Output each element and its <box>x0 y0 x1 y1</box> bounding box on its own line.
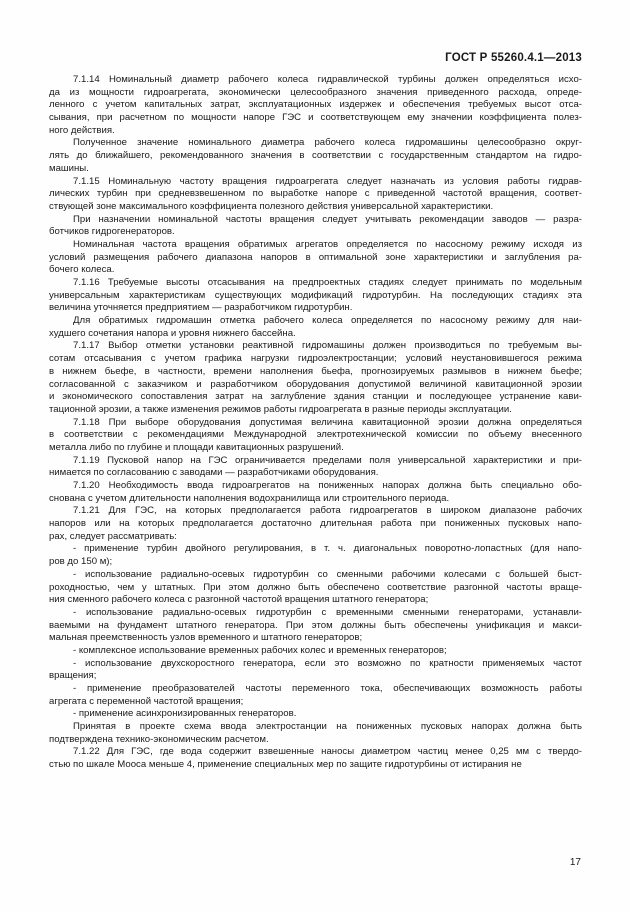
paragraph-line: 7.1.22 Для ГЭС, где вода содержит взвешенные наносы диаметром частиц менее 0,25 мм с твердо- <box>73 746 582 758</box>
paragraph-line: 7.1.17 Выбор отметки установки реактивной гидромашины должен производиться по требуемым вы- <box>73 340 582 352</box>
paragraph-line: машины. <box>49 162 89 174</box>
paragraph-line: ваемыми на фундамент штатного генератора. При этом должны быть обеспечены унификация и макси- <box>49 619 582 631</box>
paragraph <box>49 239 582 277</box>
paragraph <box>49 74 582 137</box>
paragraph <box>49 176 582 214</box>
paragraph <box>49 607 582 645</box>
paragraph-line: - применение асинхронизированных генераторов. <box>73 708 297 720</box>
paragraph-line: рах, следует рассматривать: <box>49 530 177 542</box>
paragraph-line: в соответствии с рекомендациями Международной электротехнической комиссии по объему внесенного <box>49 429 582 441</box>
paragraph <box>49 137 582 175</box>
paragraph <box>49 455 582 480</box>
paragraph-line: да из мощности гидроагрегата, экономически целесообразного значения приведенного расхода, опреде- <box>49 86 582 98</box>
paragraph-line: 7.1.16 Требуемые высоты отсасывания на предпроектных стадиях следует принимать по модельным <box>73 277 582 288</box>
paragraph-line: универсальным характеристикам существующих модификаций гидротурбин. На последующих стадиях эта <box>49 289 582 301</box>
paragraph <box>49 543 582 568</box>
paragraph <box>49 645 582 658</box>
paragraph-line: лических турбин при средневзвешенном по выработке напоре с приведенной частотой вращения, соответ- <box>49 188 582 200</box>
paragraph-line: нимается по согласованию с заводами — разработчиками оборудования. <box>49 467 379 479</box>
paragraph-line: 7.1.15 Номинальную частоту вращения гидроагрегата следует назначать из условия работы гидрав- <box>73 175 582 187</box>
document-body <box>49 74 582 772</box>
paragraph <box>49 417 582 455</box>
paragraph-line: 7.1.14 Номинальный диаметр рабочего колеса гидравлической турбины должен определяться исхо- <box>73 74 582 85</box>
paragraph-line: величина уточняется предприятием — разработчиком гидротурбин. <box>49 302 353 314</box>
paragraph-line: ров до 150 м); <box>49 556 113 568</box>
paragraph-line: ного действия. <box>49 124 115 136</box>
paragraph-line: тационной эрозии, а также изменения режимов работы гидроагрегата в разные периоды эксплуатации. <box>49 403 512 415</box>
paragraph-line: При назначении номинальной частоты вращения следует учитывать рекомендации заводов — разра- <box>73 213 582 225</box>
paragraph <box>49 277 582 315</box>
paragraph-line: подтверждена технико-экономическим расчетом. <box>49 733 269 745</box>
paragraph <box>49 708 582 721</box>
paragraph-line: 7.1.18 При выборе оборудования допустимая величина кавитационной эрозии должна определяться <box>73 416 582 428</box>
paragraph-line: - применение турбин двойного регулирования, в т. ч. диагональных поворотно-лопастных (для напо- <box>73 543 582 555</box>
document-header: ГОСТ Р 55260.4.1—2013 <box>445 52 582 64</box>
paragraph-line: худшего сочетания напора и уровня нижнего бассейна. <box>49 327 296 339</box>
paragraph <box>49 505 582 543</box>
paragraph-line: снована с учетом длительности наполнения водохранилища или строительного периода. <box>49 492 450 504</box>
paragraph <box>49 340 582 416</box>
paragraph-line: ствующей зоне максимального коэффициента полезного действия универсальной характеристики. <box>49 200 494 212</box>
paragraph-line: сывания, при расчетном по мощности напоре ГЭС и соответствующем ему значении коэффициента полез- <box>49 112 582 124</box>
paragraph <box>49 569 582 607</box>
paragraph-line: Номинальная частота вращения обратимых агрегатов определяется по насосному режиму исходя из <box>73 238 582 250</box>
paragraph-line: мальная преемственность узлов временного и штатного генераторов; <box>49 632 363 644</box>
paragraph-line: ботчиков гидрогенераторов. <box>49 226 175 238</box>
paragraph-line: ния сменного рабочего колеса с разгонной частотой вращения штатного генератора; <box>49 594 429 606</box>
paragraph <box>49 746 582 771</box>
paragraph-line: - комплексное использование временных рабочих колес и временных генераторов; <box>73 644 447 656</box>
paragraph-line: Для обратимых гидромашин отметка рабочего колеса определяется по насосному режиму для наи- <box>73 315 582 327</box>
paragraph <box>49 214 582 239</box>
paragraph-line: напоров или на которых предполагается достаточно длительная работа при пониженных пусковых напо- <box>49 518 582 530</box>
paragraph <box>49 658 582 683</box>
paragraph-line: 7.1.19 Пусковой напор на ГЭС ограничивается пределами поля универсальной характеристики и при- <box>73 454 582 466</box>
paragraph-line: металла либо по глубине и площади кавитационных разрушений. <box>49 441 344 453</box>
paragraph-line: ленного с учетом капитальных затрат, эксплуатационных издержек и обеспечения требуемых высот отса- <box>49 99 582 111</box>
paragraph-line: согласованной с заказчиком и разработчиком оборудования допустимой величиной кавитационной эрозии <box>49 378 582 390</box>
paragraph-line: 7.1.21 Для ГЭС, на которых предполагается работа гидроагрегатов в широком диапазоне рабочих <box>73 505 582 517</box>
paragraph-line: 7.1.20 Необходимость ввода гидроагрегатов на пониженных напорах должна быть специально обо- <box>73 480 582 491</box>
paragraph-line: - использование радиально-осевых гидротурбин со сменными рабочими колесами с большей быст- <box>73 568 582 580</box>
paragraph-line: роходностью, чем у штатных. При этом должно быть обеспечено соответствие разгонной частоты враще- <box>49 581 582 593</box>
paragraph-line: вращения; <box>49 670 97 682</box>
paragraph-line: и экономического сопоставления затрат на заглубление здания станции и последующее устранение кави- <box>49 391 582 403</box>
paragraph <box>49 683 582 708</box>
paragraph <box>49 480 582 505</box>
paragraph-line: - использование двухскоростного генератора, если это возможно по кратности применяемых частот <box>73 657 582 669</box>
paragraph-line: в нижнем бьефе, в частности, времени наполнения бьефа, прогнозируемых размывов в нижнем бьефе; <box>49 365 582 377</box>
paragraph <box>49 721 582 746</box>
paragraph-line: стью по шкале Мооса меньше 4, применение специальных мер по защите гидротурбины от истирания не <box>49 759 522 771</box>
paragraph-line: Принятая в проекте схема ввода электростанции на пониженных пусковых напорах должна быть <box>73 721 582 733</box>
page-number: 17 <box>569 857 581 868</box>
paragraph-line: агрегата с переменной частотой вращения; <box>49 695 244 707</box>
paragraph-line: - применение преобразователей частоты переменного тока, обеспечивающих возможность работы <box>73 683 582 694</box>
paragraph-line: лять до ближайшего, рекомендованного значения в соответствии с государственным стандартом на гидро- <box>49 150 582 162</box>
paragraph-line: сотам отсасывания с учетом графика нагрузки гидроэлектростанции; условий неустановившегося режима <box>49 353 582 365</box>
paragraph-line: условий размещения рабочего диапазона напоров в оптимальной зоне характеристики и заглубления ра- <box>49 251 582 263</box>
paragraph <box>49 315 582 340</box>
paragraph-line: Полученное значение номинального диаметра рабочего колеса гидромашины целесообразно округ- <box>73 137 582 149</box>
paragraph-line: - использование радиально-осевых гидротурбин с временными сменными генераторами, устанавли- <box>73 606 582 618</box>
paragraph-line: бочего колеса. <box>49 264 115 276</box>
